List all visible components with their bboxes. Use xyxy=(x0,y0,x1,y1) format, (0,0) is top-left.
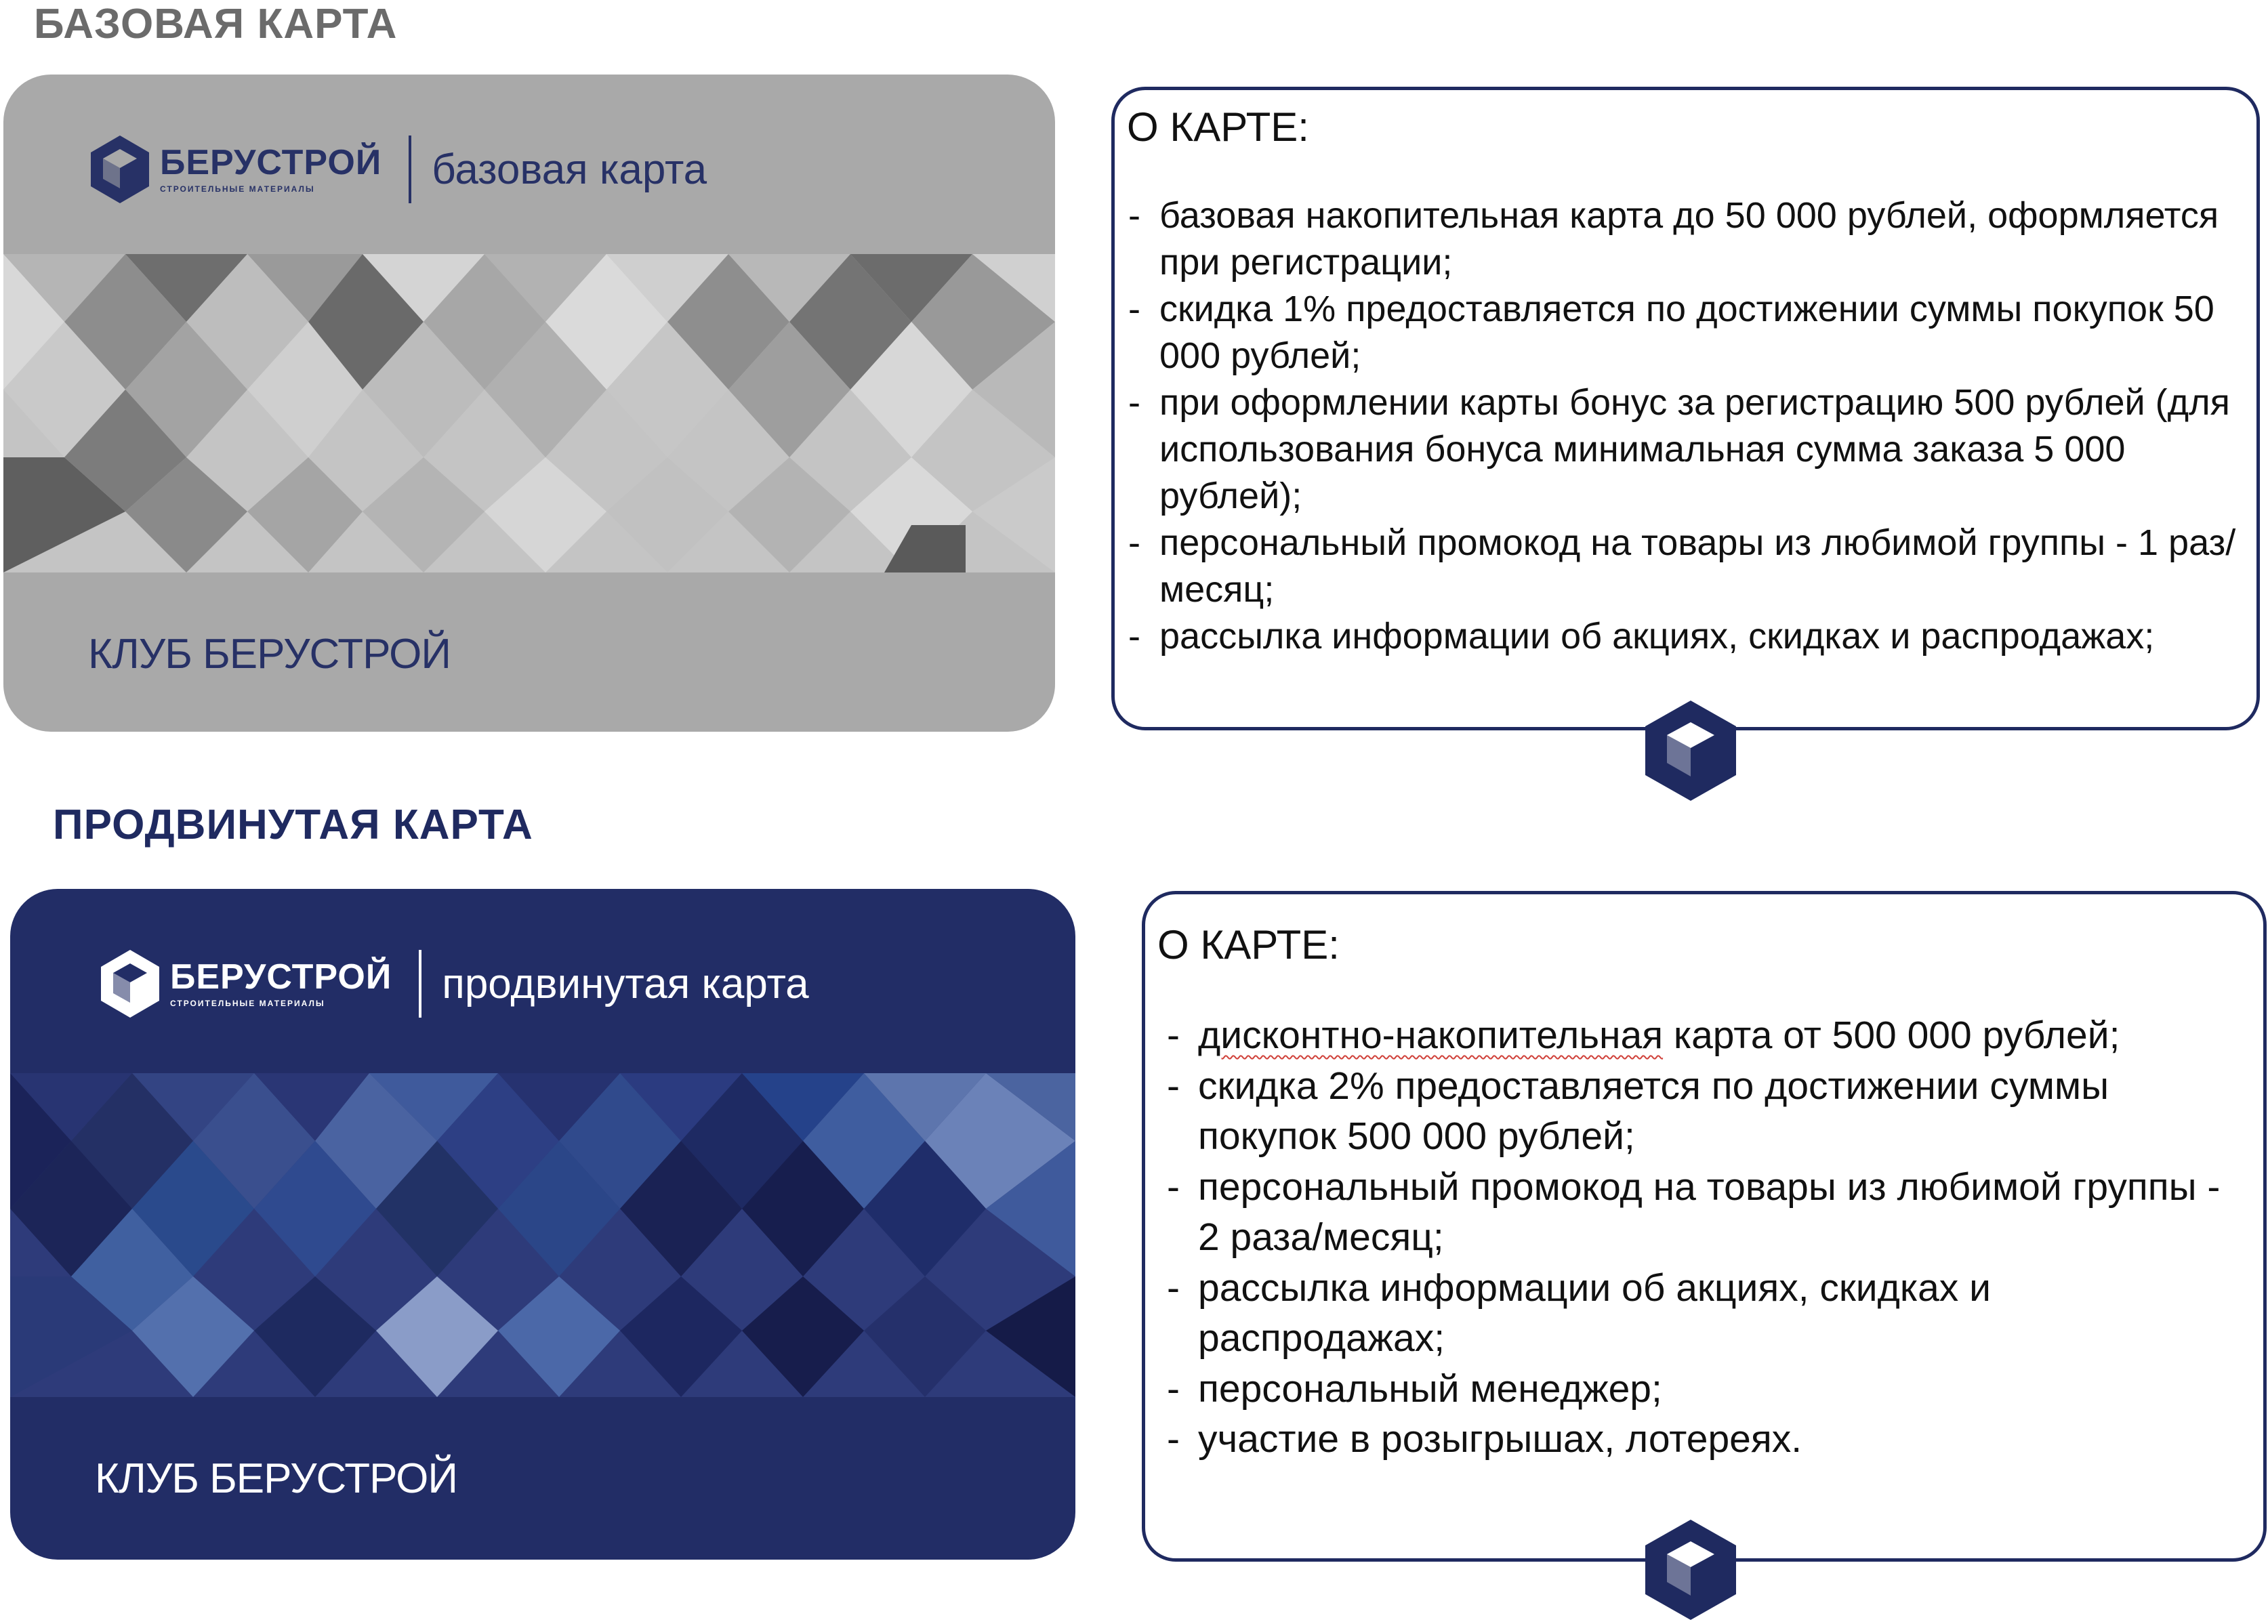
basic-card-info-box xyxy=(1111,87,2260,730)
logo-wordmark xyxy=(160,145,382,194)
cube-hexagon-icon xyxy=(98,949,162,1019)
logo-wordmark xyxy=(170,959,392,1008)
advanced-card-info-box xyxy=(1142,891,2267,1562)
card-logo xyxy=(88,134,707,205)
list-item: - персональный промокод на товары из любимой группы - 1 раз/месяц; xyxy=(1128,522,2236,610)
logo-brand: БЕРУСТРОЙ xyxy=(170,957,392,997)
spellcheck-marked-word: дисконтно-накопительная xyxy=(1198,1014,1664,1057)
list-item: - при оформлении карты бонус за регистрацию 500 рублей (для использования бонуса минимальная сумма заказа 5 000 рублей); xyxy=(1128,382,2230,516)
list-item: - скидка 1% предоставляется по достижении суммы покупок 50 000 рублей; xyxy=(1128,289,2214,376)
info-heading: О КАРТЕ: xyxy=(1127,104,1309,150)
card-type-label: продвинутая карта xyxy=(442,960,809,1007)
list-item: - персональный промокод на товары из любимой группы - 2 раза/месяц; xyxy=(1167,1165,2221,1259)
info-list xyxy=(1127,192,2236,660)
card-logo xyxy=(98,949,809,1019)
info-heading: О КАРТЕ: xyxy=(1157,922,1340,967)
cube-hexagon-icon xyxy=(1640,1516,1741,1624)
basic-card-image xyxy=(3,75,1055,732)
card-club-label: КЛУБ БЕРУСТРОЙ xyxy=(95,1455,457,1502)
list-item: - скидка 2% предоставляется по достижении суммы покупок 500 000 рублей; xyxy=(1167,1064,2109,1158)
list-item: - рассылка информации об акциях, скидках и распродажах; xyxy=(1128,616,2155,657)
logo-brand: БЕРУСТРОЙ xyxy=(160,143,382,182)
advanced-card-section-title: ПРОДВИНУТАЯ КАРТА xyxy=(53,801,533,848)
card-geometric-pattern xyxy=(3,254,1055,572)
cube-hexagon-icon xyxy=(88,134,152,205)
logo-divider xyxy=(419,950,421,1018)
list-item: - участие в розыгрышах, лотереях. xyxy=(1167,1417,1802,1461)
list-item: - дисконтно-накопительная карта от 500 000 рублей; xyxy=(1167,1014,2120,1057)
logo-subtitle: СТРОИТЕЛЬНЫЕ МАТЕРИАЛЫ xyxy=(170,999,325,1008)
logo-divider xyxy=(409,136,411,203)
cube-hexagon-icon xyxy=(1640,696,1741,805)
advanced-card-image xyxy=(10,889,1075,1560)
card-geometric-pattern xyxy=(10,1073,1075,1397)
info-list xyxy=(1157,1010,2243,1465)
logo-subtitle: СТРОИТЕЛЬНЫЕ МАТЕРИАЛЫ xyxy=(160,184,315,194)
list-item: - рассылка информации об акциях, скидках и распродажах; xyxy=(1167,1266,1991,1360)
list-item: - персональный менеджер; xyxy=(1167,1367,1662,1411)
card-type-label: базовая карта xyxy=(432,146,707,193)
list-item: - базовая накопительная карта до 50 000 рублей, оформляется при регистрации; xyxy=(1128,195,2219,283)
basic-card-section-title: БАЗОВАЯ КАРТА xyxy=(34,1,398,47)
card-club-label: КЛУБ БЕРУСТРОЙ xyxy=(88,631,451,678)
